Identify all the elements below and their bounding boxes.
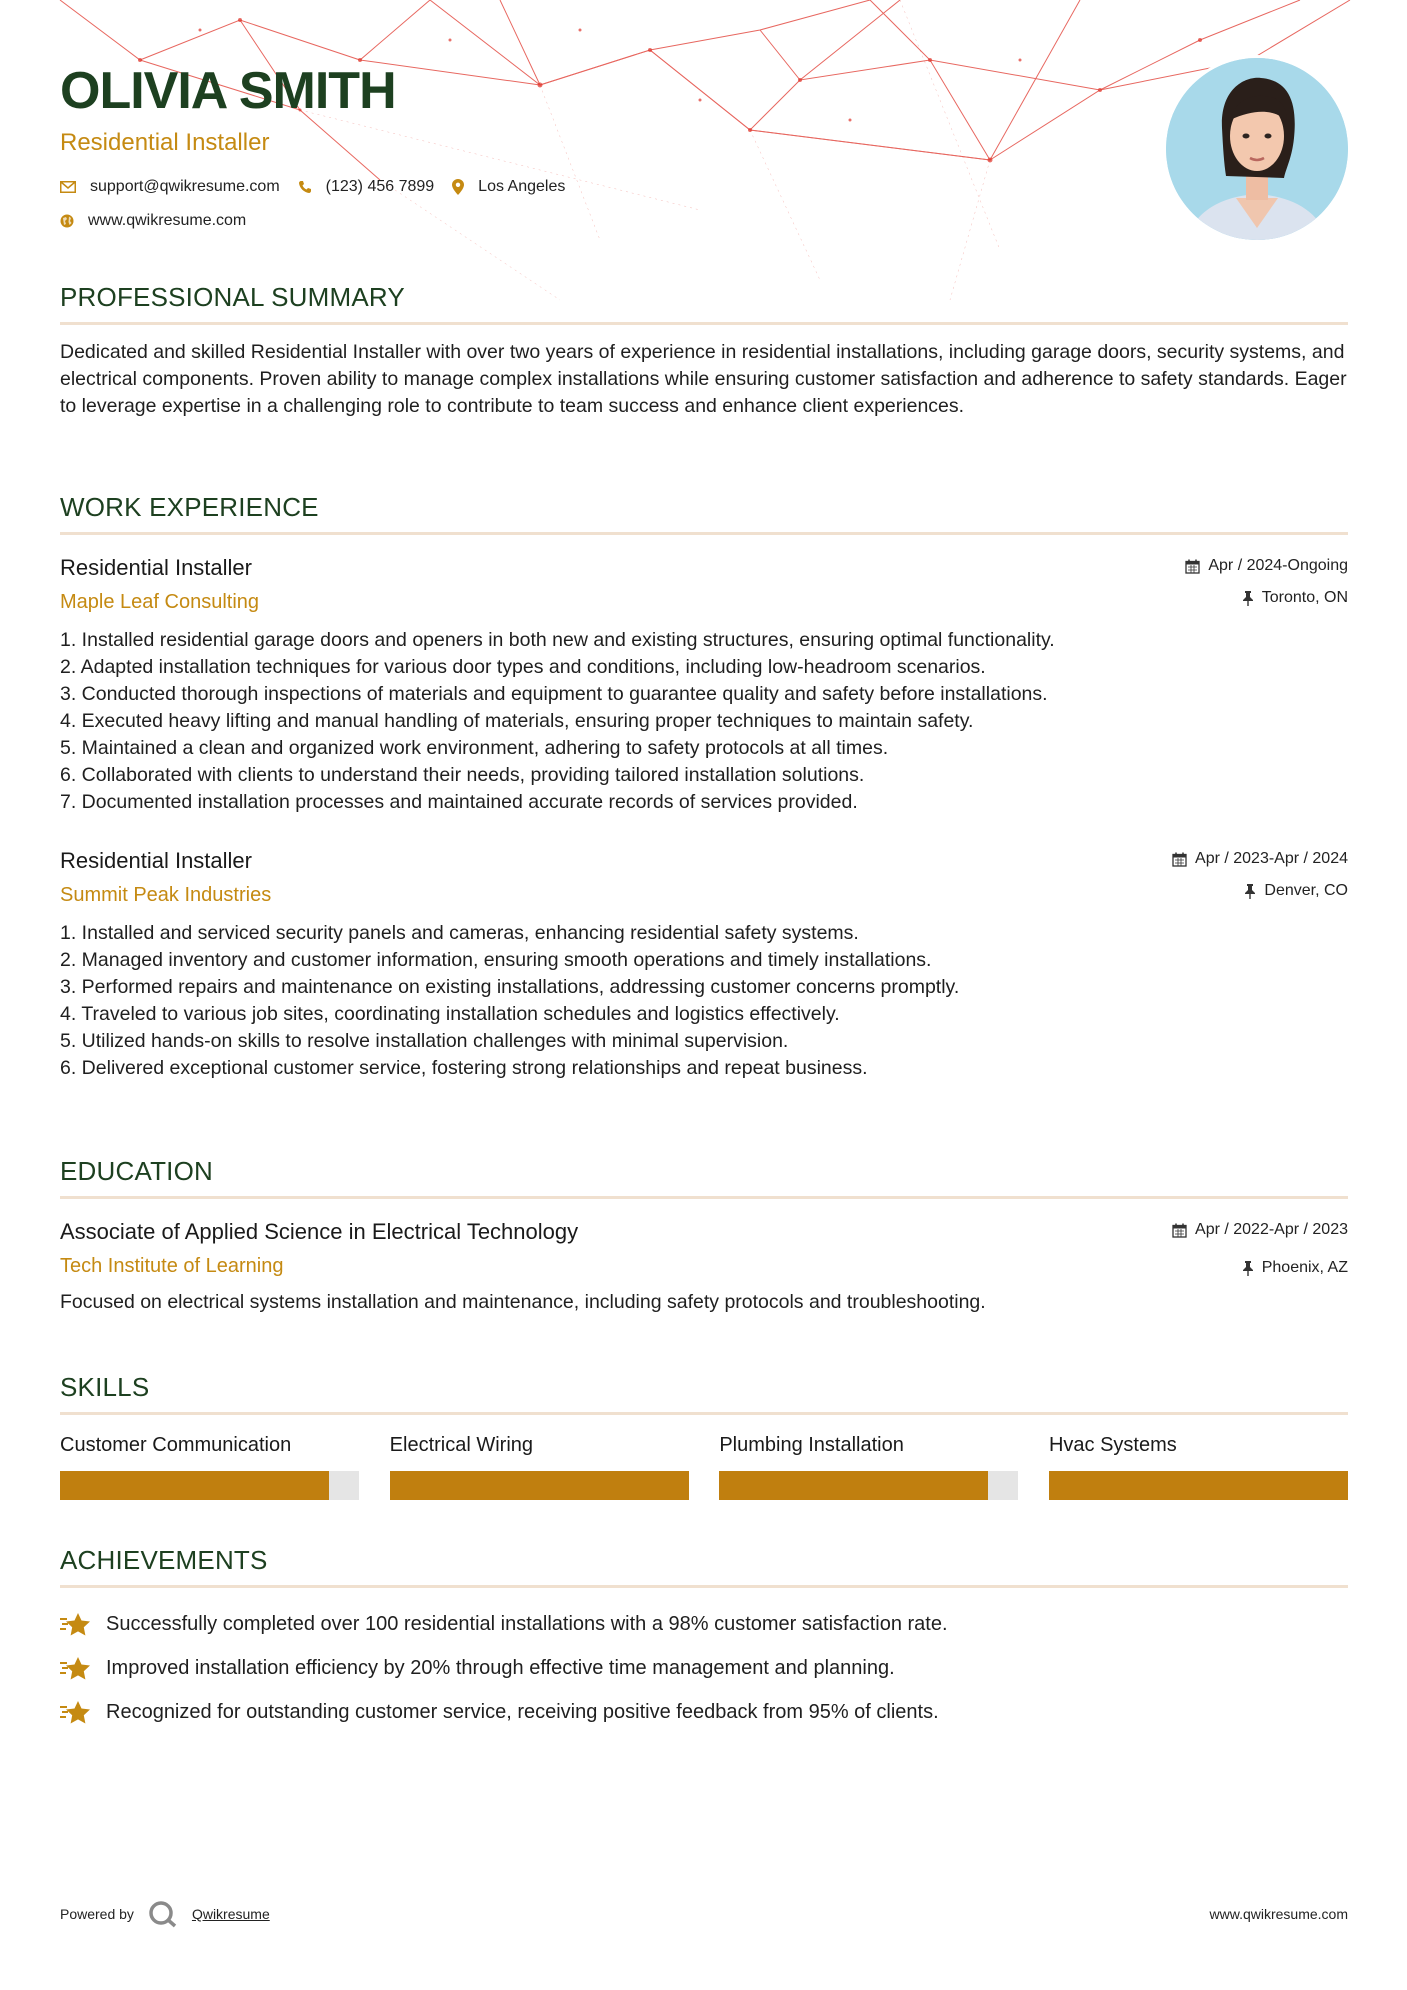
star-badge-icon (60, 1611, 94, 1637)
job-bullets (60, 627, 1348, 816)
calendar-icon (1172, 1223, 1187, 1238)
section-divider (60, 1196, 1348, 1199)
list-item (60, 1602, 1348, 1646)
location-text: Los Angeles (478, 178, 566, 195)
pushpin-icon (1244, 884, 1256, 899)
job-company: Summit Peak Industries (60, 884, 272, 906)
contact-row-2 (60, 212, 1110, 230)
powered-by (60, 1900, 270, 1928)
phone-icon (298, 180, 312, 194)
candidate-title: Residential Installer (60, 129, 270, 156)
skill-name: Hvac Systems (1048, 1434, 1177, 1456)
list-item (60, 1690, 1348, 1734)
star-badge-icon (60, 1699, 94, 1725)
list-item: 5. Maintained a clean and organized work environment, adhering to safety protocols at all times. (60, 737, 889, 759)
powered-by-label: Powered by (60, 1906, 134, 1922)
list-item: 2. Managed inventory and customer information, ensuring smooth operations and timely installations. (60, 949, 932, 971)
job-location (1172, 880, 1348, 902)
job-entry (60, 846, 1348, 1082)
page-footer (60, 1900, 1348, 1928)
job-dates (1172, 848, 1348, 870)
job-location-text: Denver, CO (1264, 882, 1348, 899)
section-divider (60, 532, 1348, 535)
list-item: 4. Executed heavy lifting and manual handling of materials, ensuring proper techniques to maintain safety. (60, 710, 974, 732)
globe-icon (60, 214, 74, 228)
list-item: 3. Conducted thorough inspections of materials and equipment to guarantee quality and safety before installations. (60, 683, 1048, 705)
skill-name: Electrical Wiring (389, 1434, 534, 1456)
achievement-text: Successfully completed over 100 residential installations with a 98% customer satisfaction rate. (106, 1612, 948, 1635)
website-text: www.qwikresume.com (88, 212, 247, 229)
skills-heading: SKILLS (60, 1372, 150, 1402)
experience-section (60, 490, 1348, 1082)
job-bullets (60, 920, 1348, 1082)
skill-bar (1049, 1471, 1348, 1500)
education-entry (60, 1217, 1348, 1316)
skill-item (390, 1431, 689, 1500)
skill-bar-fill (719, 1471, 988, 1500)
skill-bar (60, 1471, 359, 1500)
portrait-image (1166, 58, 1348, 240)
contact-location (452, 178, 565, 196)
candidate-name: OLIVIA SMITH (60, 62, 396, 120)
education-location-text: Phoenix, AZ (1261, 1259, 1348, 1276)
list-item (60, 1646, 1348, 1690)
job-meta (1185, 555, 1348, 619)
education-location (1172, 1257, 1348, 1279)
footer-website[interactable]: www.qwikresume.com (1209, 1906, 1348, 1922)
job-dates-text: Apr / 2024-Ongoing (1208, 557, 1348, 574)
achievements-section (60, 1543, 1348, 1734)
school-name: Tech Institute of Learning (60, 1255, 284, 1277)
contact-phone[interactable] (298, 178, 435, 196)
list-item: 1. Installed residential garage doors and openers in both new and existing structures, ensuring optimal functionality. (60, 629, 1055, 651)
skill-item (1049, 1431, 1348, 1500)
list-item: 3. Performed repairs and maintenance on existing installations, addressing customer concerns promptly. (60, 976, 960, 998)
list-item: 6. Delivered exceptional customer service, fostering strong relationships and repeat business. (60, 1057, 868, 1079)
achievement-text: Recognized for outstanding customer service, receiving positive feedback from 95% of clients. (106, 1700, 939, 1723)
list-item: 7. Documented installation processes and maintained accurate records of services provided. (60, 791, 858, 813)
skills-section (60, 1370, 1348, 1500)
map-pin-icon (452, 179, 464, 195)
job-dates-text: Apr / 2023-Apr / 2024 (1195, 850, 1348, 867)
job-company: Maple Leaf Consulting (60, 591, 260, 613)
envelope-icon (60, 181, 76, 193)
summary-section (60, 280, 1348, 420)
skill-item (60, 1431, 359, 1500)
section-divider (60, 1585, 1348, 1588)
list-item: 1. Installed and serviced security panels and cameras, enhancing residential safety systems. (60, 922, 859, 944)
job-title: Residential Installer (60, 848, 252, 873)
education-heading: EDUCATION (60, 1156, 213, 1186)
calendar-icon (1172, 852, 1187, 867)
job-location (1185, 587, 1348, 609)
job-meta (1172, 848, 1348, 912)
education-section (60, 1154, 1348, 1316)
summary-heading: PROFESSIONAL SUMMARY (60, 282, 405, 312)
email-text: support@qwikresume.com (90, 178, 280, 195)
achievements-list (60, 1602, 1348, 1734)
degree-title: Associate of Applied Science in Electrical Technology (60, 1219, 579, 1244)
list-item: 5. Utilized hands-on skills to resolve installation challenges with minimal supervision. (60, 1030, 789, 1052)
skill-bar-fill (60, 1471, 329, 1500)
skill-item (719, 1431, 1018, 1500)
phone-text: (123) 456 7899 (325, 178, 435, 195)
education-description: Focused on electrical systems installation and maintenance, including safety protocols and troubleshooting. (60, 1291, 986, 1313)
profile-photo (1166, 58, 1348, 240)
achievement-text: Improved installation efficiency by 20% through effective time management and planning. (106, 1656, 895, 1679)
section-divider (60, 322, 1348, 325)
job-title: Residential Installer (60, 555, 252, 580)
contact-email[interactable] (60, 178, 280, 196)
skill-bar-fill (390, 1471, 689, 1500)
skills-grid (60, 1431, 1348, 1500)
achievements-heading: ACHIEVEMENTS (60, 1545, 268, 1575)
skill-name: Plumbing Installation (719, 1434, 904, 1456)
education-dates (1172, 1219, 1348, 1241)
calendar-icon (1185, 559, 1200, 574)
qwikresume-logo-icon (148, 1900, 178, 1928)
star-badge-icon (60, 1655, 94, 1681)
list-item: 6. Collaborated with clients to understand their needs, providing tailored installation solutions. (60, 764, 865, 786)
education-meta (1172, 1219, 1348, 1289)
summary-text: Dedicated and skilled Residential Installer with over two years of experience in residential installations, including garage doors, security systems, and electrical components. Proven ability to manage complex installations while ensuring customer satisfaction and adherence to safety standards. Eager to leverage expertise in a challenging role to contribute to team success and enhance client experiences. (60, 341, 1347, 417)
skill-bar-fill (1049, 1471, 1348, 1500)
brand-link[interactable]: Qwikresume (191, 1906, 270, 1922)
skill-name: Customer Communication (60, 1434, 292, 1456)
skill-bar (390, 1471, 689, 1500)
contact-row (60, 178, 1110, 196)
contact-website[interactable] (60, 212, 246, 230)
section-divider (60, 1412, 1348, 1415)
pushpin-icon (1242, 1261, 1254, 1276)
list-item: 4. Traveled to various job sites, coordinating installation schedules and logistics effectively. (60, 1003, 840, 1025)
pushpin-icon (1242, 591, 1254, 606)
list-item: 2. Adapted installation techniques for various door types and conditions, including low-headroom scenarios. (60, 656, 986, 678)
job-entry (60, 553, 1348, 816)
education-dates-text: Apr / 2022-Apr / 2023 (1195, 1221, 1348, 1238)
resume-header (60, 56, 1110, 230)
experience-heading: WORK EXPERIENCE (60, 492, 319, 522)
job-dates (1185, 555, 1348, 577)
skill-bar (719, 1471, 1018, 1500)
job-location-text: Toronto, ON (1261, 589, 1348, 606)
